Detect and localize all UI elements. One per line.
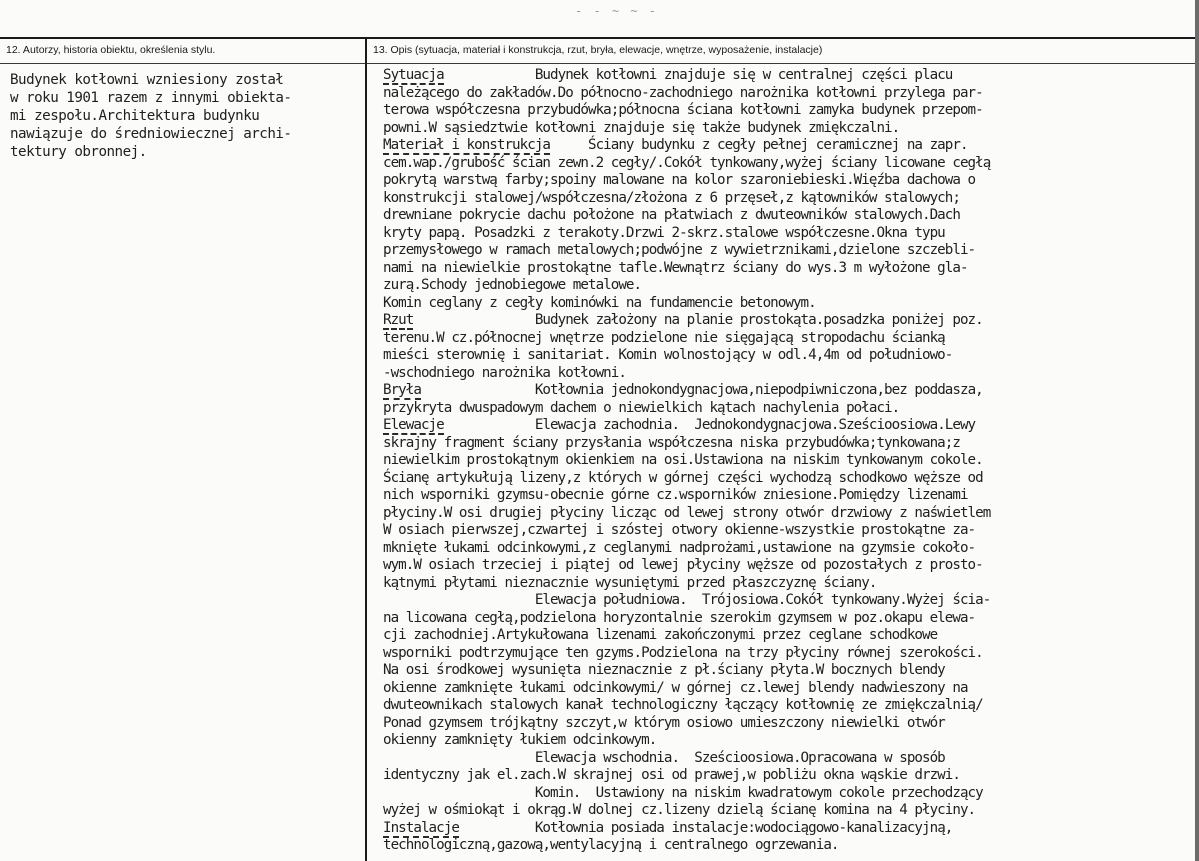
description-text: Elewacja południowa. Trójosiowa.Cokół tynkowany.Wyżej ścia- (383, 592, 991, 608)
description-line (383, 102, 1195, 120)
description-line (383, 400, 1195, 418)
right-column-heading: 13. Opis (sytuacja, materiał i konstrukcja, rzut, bryła, elewacje, wnętrze, wyposażenie, instalacje) (373, 44, 823, 56)
right-column-text (383, 67, 1195, 855)
description-line (383, 505, 1195, 523)
description-text: Na osi środkowej wysunięta nieznacznie z pł.ściany płyta.W bocznych blendy (383, 662, 945, 678)
description-text: Elewacja zachodnia. Jednokondygnacjowa.Sześcioosiowa.Lewy (443, 417, 976, 433)
left-text-line: mi zespołu.Architektura budynku (10, 108, 260, 124)
description-text: Ponad gzymsem trójkątny szczyt,w którym osiowo umieszczony niewielki otwór (383, 714, 945, 731)
description-text: Budynek założony na planie prostokąta.posadzka poniżej poz. (413, 312, 983, 328)
description-line (383, 330, 1195, 348)
description-line (383, 347, 1195, 365)
description-line (383, 137, 1195, 155)
description-line (383, 120, 1195, 138)
description-line (383, 785, 1195, 803)
section-heading: Rzut (383, 312, 414, 328)
description-text: W osiach pierwszej,czwartej i szóstej otwory okienne-wszystkie prostokątne za- (383, 522, 976, 538)
description-text: nami na niewielkie prostokątne tafle.Wewnątrz ściany do wys.3 m wyłożone gla- (383, 259, 968, 276)
description-line (383, 732, 1195, 750)
description-line (383, 172, 1195, 190)
description-line (383, 575, 1195, 593)
description-text: Budynek kotłowni znajduje się w centralnej części placu (443, 67, 953, 83)
description-line (383, 820, 1195, 838)
description-line (383, 715, 1195, 733)
description-line (383, 242, 1195, 260)
description-text: przemysłowego w ramach metalowych;podwójne z wywietrznikami,dzielone szczebli- (383, 242, 976, 258)
description-line (383, 435, 1195, 453)
description-text: mknięte łukami odcinkowymi,z ceglanymi nadprożami,ustawione na gzymsie cokoło- (383, 539, 976, 556)
description-text: kątnymi płytami nieznacznie wysuniętymi przed płaszczyznę ściany. (383, 574, 877, 591)
description-line (383, 750, 1195, 768)
description-text: płyciny.W osi drugiej płyciny licząc od lewej strony otwór drzwiowy z naświetlem (383, 504, 991, 521)
section-heading: Sytuacja (383, 67, 444, 83)
description-text: technologiczną,gazową,wentylacyjną i centralnego ogrzewania. (383, 837, 839, 853)
description-text: Ściany budynku z cegły pełnej ceramicznej na zapr. (550, 137, 968, 153)
description-line (383, 557, 1195, 575)
description-line (383, 540, 1195, 558)
section-heading: Materiał i konstrukcja (383, 137, 551, 153)
description-line (383, 610, 1195, 628)
description-line (383, 487, 1195, 505)
description-text: niewielkim prostokątnym okienkiem na osi.Ustawiona na niskim tynkowanym cokole. (383, 452, 983, 468)
description-text: Kotłownia jednokondygnacjowa,niepodpiwniczona,bez poddasza, (420, 382, 983, 398)
section-heading: Bryła (383, 382, 421, 398)
left-text-line: nawiązuje do średniowiecznej archi- (10, 126, 292, 142)
description-line (383, 190, 1195, 208)
description-text: terowa współczesna przybudówka;północna ściana kotłowni zamyka budynek przepom- (383, 102, 983, 118)
description-text: wsporniki podtrzymujące ten gzyms.Podzielona na trzy płyciny równej szerokości. (383, 644, 983, 661)
description-text: identyczny jak el.zach.W skrajnej osi od prawej,w pobliżu okna wąskie drzwi. (383, 767, 960, 783)
description-line (383, 662, 1195, 680)
description-text: mieści sterownię i sanitariat. Komin wolnostojący w odl.4,4m od południowo- (383, 347, 953, 363)
description-text: powni.W sąsiedztwie kotłowni znajduje się także budynek zmiękczalni. (383, 119, 900, 136)
description-text: należącego do zakładów.Do północno-zachodniego narożnika kotłowni przylega par- (383, 84, 983, 101)
description-text: terenu.W cz.północnej wnętrze podzielone nie sięgającą stropodachu ścianką (383, 329, 945, 346)
description-line (383, 645, 1195, 663)
description-line (383, 295, 1195, 313)
left-column-text (10, 71, 362, 161)
description-text: wyżej w ośmiokąt i okrąg.W dolnej cz.lizeny dzielą ścianę komina na 4 płyciny. (383, 802, 976, 818)
column-divider (365, 37, 367, 861)
description-line (383, 85, 1195, 103)
description-text: cem.wap./grubość ścian zewn.2 cegły/.Cokół tynkowany,wyżej ściany licowane cegłą (383, 154, 991, 171)
description-text: skrajny fragment ściany przysłania współczesna niska przybudówka;tynkowana;z (383, 434, 960, 451)
description-text: Komin. Ustawiony na niskim kwadratowym cokole przechodzący (383, 784, 983, 801)
description-line (383, 207, 1195, 225)
description-line (383, 365, 1195, 383)
description-line (383, 225, 1195, 243)
description-text: konstrukcji stalowej/współczesna/złożona z 6 przęseł,z kątowników stalowych; (383, 189, 960, 206)
description-text: Komin ceglany z cegły kominówki na fundamencie betonowym. (383, 294, 816, 311)
left-text-line: Budynek kotłowni wzniesiony został (10, 72, 284, 88)
description-text: na licowana cegłą,podzielona horyzontalnie szerokim gzymsem w poz.okapu elewa- (383, 609, 976, 626)
description-line (383, 277, 1195, 295)
description-line (383, 155, 1195, 173)
section-heading: Elewacje (383, 417, 444, 433)
description-line (383, 522, 1195, 540)
scan-mark: - - ~ ~ - (575, 4, 659, 18)
description-line (383, 452, 1195, 470)
description-line (383, 382, 1195, 400)
description-line (383, 67, 1195, 85)
description-line (383, 837, 1195, 855)
description-text: dwuteownikach stalowych kanał technologiczny łączący kotłownię ze zmiękczalnią/ (383, 697, 983, 713)
description-line (383, 680, 1195, 698)
description-text: -wschodniego narożnika kotłowni. (383, 364, 626, 381)
left-text-line: w roku 1901 razem z innymi obiekta- (10, 90, 292, 106)
description-line (383, 592, 1195, 610)
description-text: przykryta dwuspadowym dachem o niewielkich kątach nachylenia połaci. (383, 399, 900, 416)
description-line (383, 697, 1195, 715)
description-text: okienny zamknięty łukiem odcinkowym. (383, 732, 657, 748)
left-column-heading: 12. Autorzy, historia obiektu, określenia stylu. (6, 44, 216, 56)
section-heading: Instalacje (383, 819, 459, 836)
description-text: pokrytą warstwą farby;spoiny malowane na kolor szaroniebieski.Więźba dachowa o (383, 172, 976, 188)
description-text: nich wsporniki gzymsu-obecnie górne cz.wsporników zniesione.Pomiędzy lizenami (383, 487, 968, 503)
description-text: drewniane pokrycie dachu położone na płatwiach z dwuteowników stalowych.Dach (383, 207, 960, 223)
description-text: cji zachodniej.Artykułowana lizenami zakończonymi przez ceglane schodkowe (383, 627, 938, 643)
description-line (383, 417, 1195, 435)
description-text: Elewacja wschodnia. Sześcioosiowa.Opracowana w sposób (383, 749, 945, 766)
description-line (383, 627, 1195, 645)
description-line (383, 312, 1195, 330)
description-text: Kotłownia posiada instalacje:wodociągowo-kanalizacyjną, (458, 819, 953, 836)
top-rule (0, 37, 1199, 39)
description-text: Ścianę artykułują lizeny,z których w górnej części wychodzą schodkowo węższe od (383, 469, 983, 486)
description-text: zurą.Schody jednobiegowe metalowe. (383, 277, 642, 293)
description-line (383, 260, 1195, 278)
page-edge (1195, 0, 1199, 861)
description-line (383, 767, 1195, 785)
description-text: okienne zamknięte łukami odcinkowymi/ w górnej cz.lewej blendy nadwieszony na (383, 679, 968, 696)
header-rule (0, 63, 1199, 64)
description-line (383, 470, 1195, 488)
description-line (383, 802, 1195, 820)
description-text: kryty papą. Posadzki z terakoty.Drzwi 2-skrz.stalowe współczesne.Okna typu (383, 224, 945, 241)
description-text: wym.W osiach trzeciej i piątej od lewej płyciny węższe od pozostałych z prosto- (383, 557, 983, 573)
left-text-line: tektury obronnej. (10, 144, 147, 160)
